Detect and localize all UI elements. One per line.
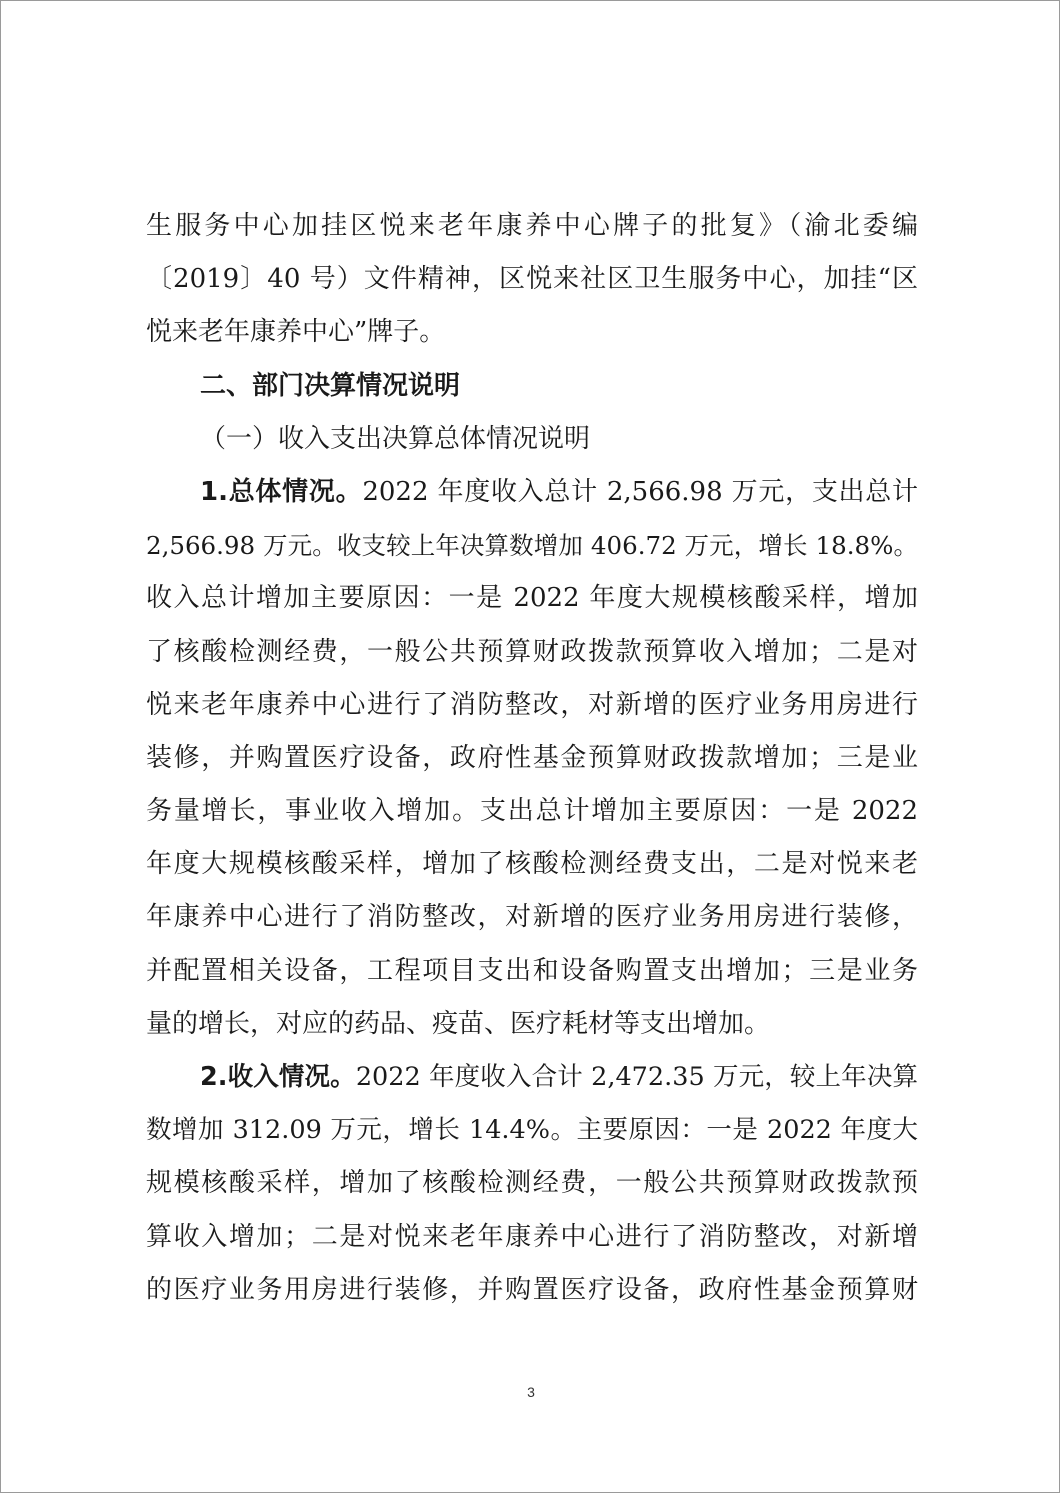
text-line: 数增加 312.09 万元，增长 14.4%。主要原因：一是 2022 年度大 [146, 1115, 918, 1146]
text-line: 装修，并购置医疗设备，政府性基金预算财政拨款增加；三是业 [146, 742, 918, 773]
subsection-heading: （一）收入支出决算总体情况说明 [200, 423, 591, 454]
text-line: 了核酸检测经费，一般公共预算财政拨款预算收入增加；二是对 [146, 636, 918, 667]
text-line: 量的增长，对应的药品、疫苗、医疗耗材等支出增加。 [146, 1008, 771, 1039]
page-number: 3 [527, 1384, 535, 1400]
text-line: 悦来老年康养中心”牌子。 [146, 317, 446, 348]
paragraph-first-line [146, 1051, 918, 1104]
text-line: 年康养中心进行了消防整改，对新增的医疗业务用房进行装修， [146, 902, 918, 933]
paragraph-title: 2.收入情况。 [200, 1062, 356, 1092]
body-text [146, 200, 918, 1317]
text-line: 2,566.98 万元。收支较上年决算数增加 406.72 万元，增长 18.8%。 [146, 531, 918, 561]
section-heading: 二、部门决算情况说明 [200, 370, 461, 401]
paragraph-first-line [146, 466, 918, 519]
paragraph-text: 2022 年度收入总计 2,566.98 万元，支出总计 [362, 476, 919, 507]
text-line: 收入总计增加主要原因：一是 2022 年度大规模核酸采样，增加 [146, 583, 918, 614]
text-line: 悦来老年康养中心进行了消防整改，对新增的医疗业务用房进行 [146, 689, 918, 720]
text-line: 的医疗业务用房进行装修，并购置医疗设备，政府性基金预算财 [146, 1274, 918, 1305]
text-line: 规模核酸采样，增加了核酸检测经费，一般公共预算财政拨款预 [146, 1168, 918, 1199]
text-line: 并配置相关设备，工程项目支出和设备购置支出增加；三是业务 [146, 955, 918, 986]
text-line: 〔2019〕40 号）文件精神，区悦来社区卫生服务中心，加挂“区 [146, 264, 918, 295]
text-line: 务量增长，事业收入增加。支出总计增加主要原因：一是 2022 [146, 796, 918, 827]
text-line: 生服务中心加挂区悦来老年康养中心牌子的批复》（渝北委编 [146, 211, 918, 241]
text-line: 年度大规模核酸采样，增加了核酸检测经费支出，二是对悦来老 [146, 849, 918, 880]
paragraph-text: 2022 年度收入合计 2,472.35 万元，较上年决算 [355, 1062, 918, 1092]
text-line: 算收入增加；二是对悦来老年康养中心进行了消防整改，对新增 [146, 1221, 918, 1252]
paragraph-title: 1.总体情况。 [200, 476, 363, 507]
